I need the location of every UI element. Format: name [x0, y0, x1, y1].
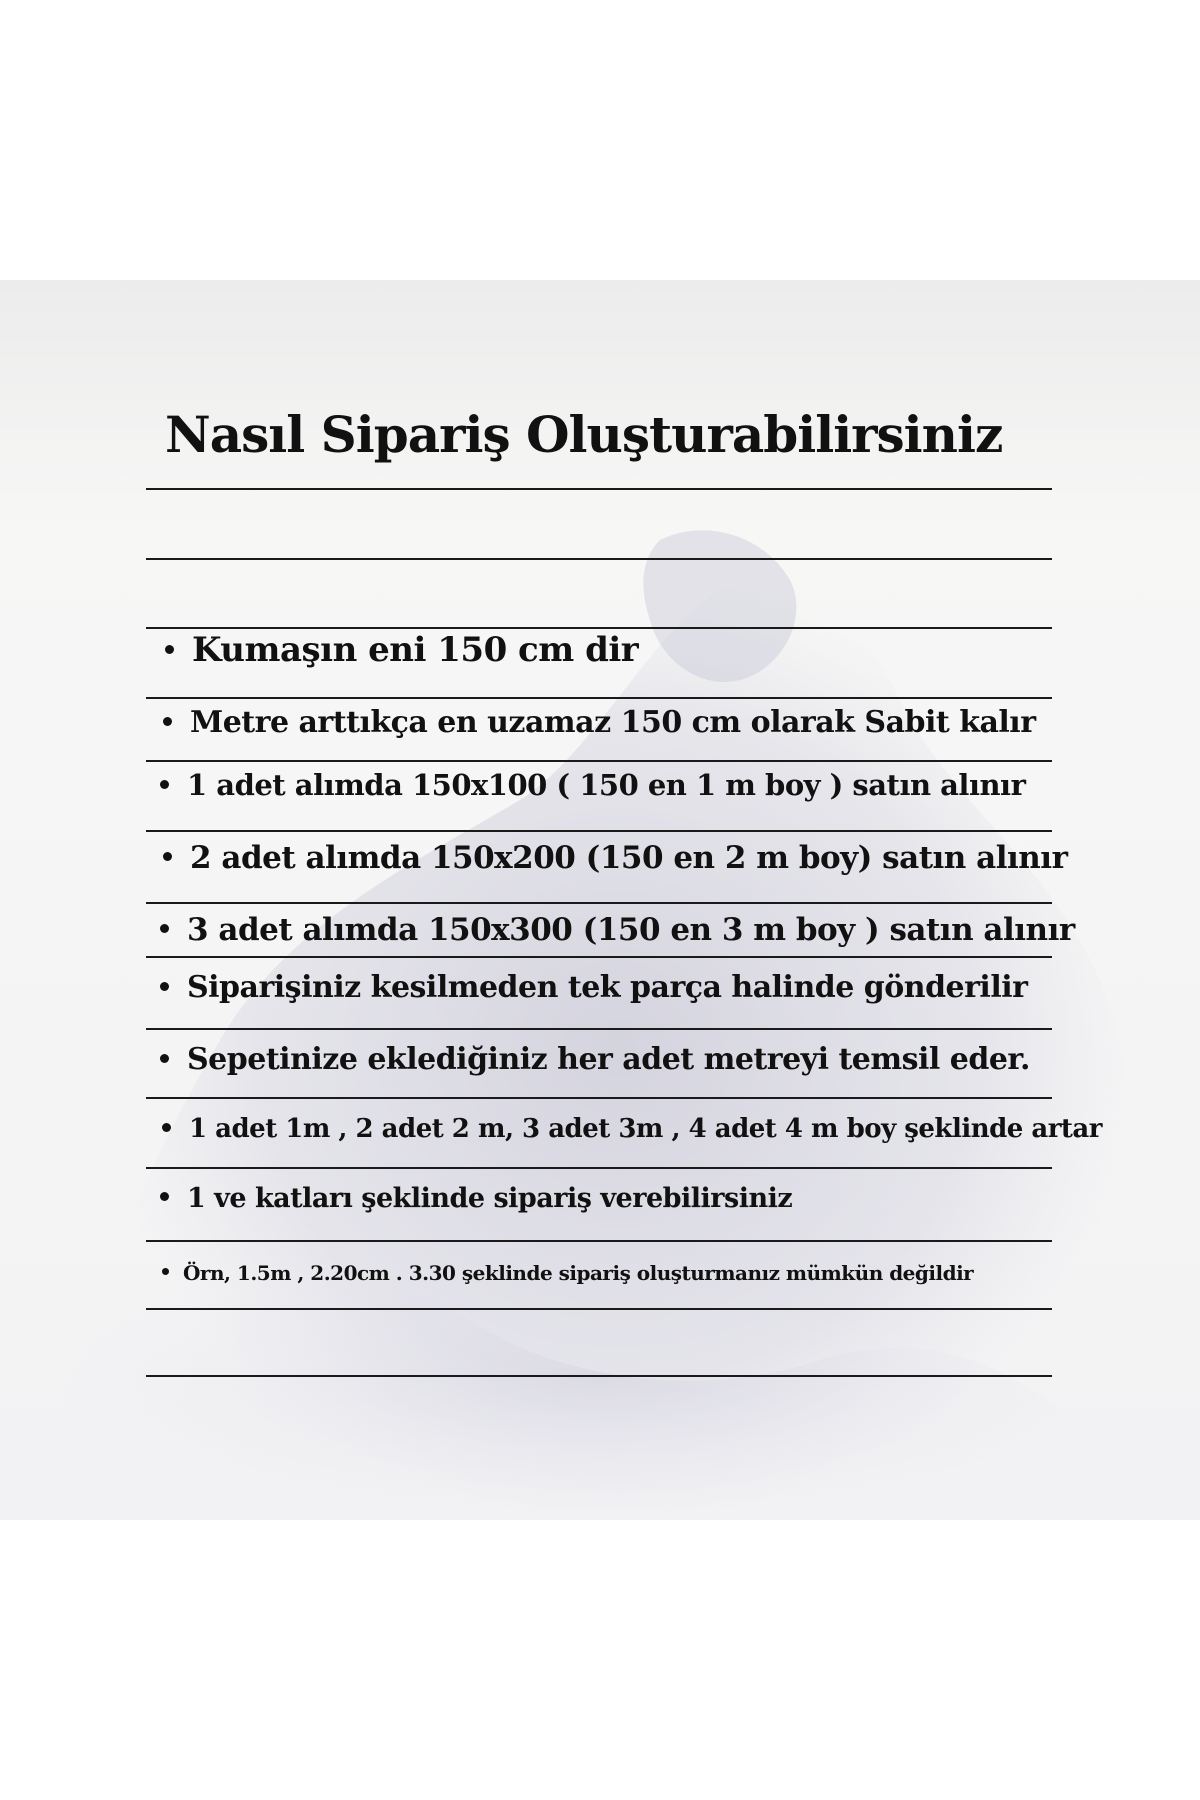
- list-item-text: Metre arttıkça en uzamaz 150 cm olarak Sabit kalır: [190, 705, 1036, 740]
- bullet-icon: [162, 1123, 171, 1132]
- bullet-icon: [162, 1268, 169, 1275]
- list-item-text: Kumaşın eni 150 cm dir: [192, 630, 639, 670]
- list-item: [162, 1261, 973, 1285]
- list-item-text: Sepetinize eklediğiniz her adet metreyi temsil eder.: [187, 1042, 1030, 1077]
- list-item-text: 2 adet alımda 150x200 (150 en 2 m boy) satın alınır: [190, 840, 1068, 876]
- list-item-text: Siparişiniz kesilmeden tek parça halinde gönderilir: [187, 970, 1028, 1005]
- divider-line: [146, 1375, 1052, 1377]
- bullet-icon: [165, 645, 174, 654]
- divider-line: [146, 1167, 1052, 1169]
- list-item-text: 1 adet 1m , 2 adet 2 m, 3 adet 3m , 4 adet 4 m boy şeklinde artar: [189, 1114, 1102, 1144]
- list-item: [162, 1114, 1102, 1144]
- divider-line: [146, 627, 1052, 629]
- list-item-text: 3 adet alımda 150x300 (150 en 3 m boy ) satın alınır: [187, 912, 1075, 948]
- divider-line: [146, 1240, 1052, 1242]
- divider-line: [146, 760, 1052, 762]
- info-card: [0, 280, 1200, 1520]
- list-item: [165, 630, 638, 670]
- list-item: [160, 1183, 792, 1214]
- bullet-icon: [160, 780, 169, 789]
- list-item-text: 1 ve katları şeklinde sipariş verebilirsiniz: [187, 1183, 793, 1214]
- divider-line: [146, 558, 1052, 560]
- list-item: [160, 970, 1027, 1005]
- list-item: [160, 912, 1075, 948]
- watercolor-background: [0, 280, 1200, 1520]
- list-item: [163, 840, 1067, 876]
- page-title: Nasıl Sipariş Oluşturabilirsiniz: [165, 405, 1003, 464]
- list-item-text: 1 adet alımda 150x100 ( 150 en 1 m boy ) satın alınır: [187, 768, 1026, 802]
- bullet-icon: [160, 924, 169, 933]
- bullet-icon: [160, 982, 169, 991]
- list-item: [163, 705, 1036, 740]
- bullet-icon: [160, 1054, 169, 1063]
- list-item: [160, 1042, 1030, 1077]
- list-item: [160, 768, 1025, 802]
- bullet-icon: [163, 717, 172, 726]
- divider-line: [146, 488, 1052, 490]
- bullet-icon: [160, 1192, 169, 1201]
- divider-line: [146, 1097, 1052, 1099]
- divider-line: [146, 830, 1052, 832]
- divider-line: [146, 902, 1052, 904]
- divider-line: [146, 1028, 1052, 1030]
- bullet-icon: [163, 852, 172, 861]
- divider-line: [146, 1308, 1052, 1310]
- list-item-text: Örn, 1.5m , 2.20cm . 3.30 şeklinde sipariş oluşturmanız mümkün değildir: [183, 1261, 974, 1285]
- divider-line: [146, 956, 1052, 958]
- divider-line: [146, 697, 1052, 699]
